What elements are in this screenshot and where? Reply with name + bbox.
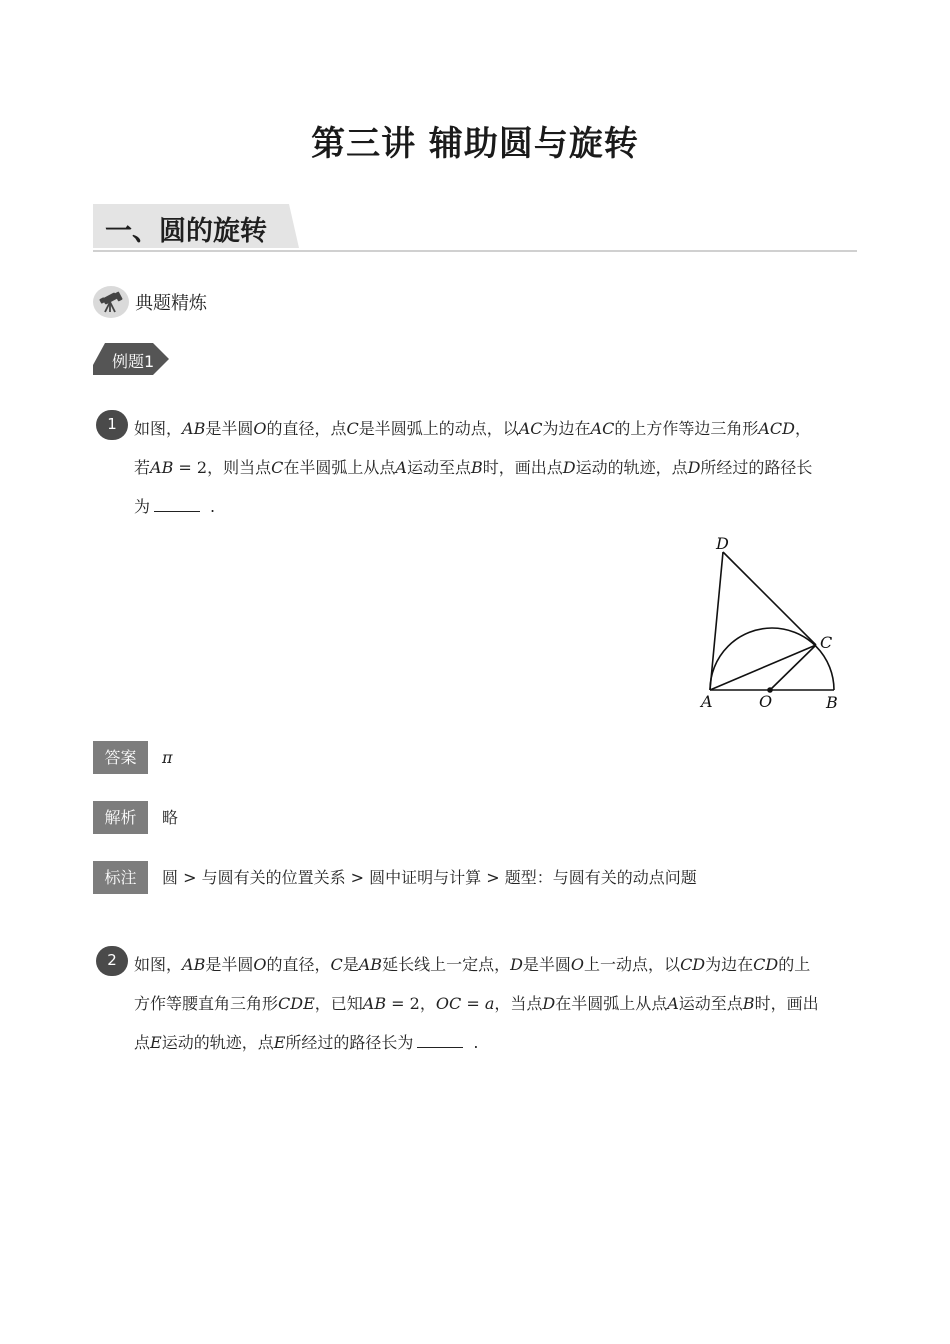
answer-blank — [417, 1033, 463, 1048]
question-number-badge: 2 — [96, 946, 128, 976]
example-tag-label: 例题1 — [112, 352, 155, 371]
analysis-label: 解析 — [93, 801, 148, 834]
semicircle-arc — [710, 628, 834, 690]
question-1-line-1: 如图，AB是半圆O的直径，点C是半圆弧上的动点，以AC为边在AC的上方作等边三角形ACD， — [134, 419, 812, 438]
answer-blank — [154, 497, 200, 512]
question-1-line-2: 若AB = 2，则当点C在半圆弧上从点A运动至点B时，画出点D运动的轨迹，点D所经过的路径长 — [134, 458, 813, 477]
label-C: C — [820, 633, 833, 652]
question-2-line-3: 点E运动的轨迹，点E所经过的路径长为 . — [134, 1033, 479, 1052]
label-A: A — [701, 692, 713, 711]
tag-value: 圆 > 与圆有关的位置关系 > 圆中证明与计算 > 题型：与圆有关的动点问题 — [162, 868, 697, 887]
example-tag — [93, 343, 169, 375]
question-number-badge: 1 — [96, 410, 128, 440]
analysis-value: 略 — [162, 808, 179, 827]
section-header — [93, 204, 857, 252]
label-D: D — [716, 534, 729, 553]
segment-AC — [710, 645, 816, 690]
question-2-line-1: 如图，AB是半圆O的直径，C是AB延长线上一定点，D是半圆O上一动点，以CD为边在CD的上 — [134, 955, 811, 974]
segment-AD — [710, 552, 723, 690]
question-1-text — [134, 409, 844, 526]
page-title: 第三讲 辅助圆与旋转 — [311, 124, 639, 164]
label-B: B — [826, 693, 838, 712]
tag-label: 标注 — [93, 861, 148, 894]
segment-OC — [770, 645, 816, 690]
answer-value: π — [162, 748, 173, 767]
section-heading: 一、圆的旋转 — [105, 216, 267, 247]
practice-label: 典题精炼 — [135, 293, 207, 314]
answer-label: 答案 — [93, 741, 148, 774]
question-2-line-2: 方作等腰直角三角形CDE，已知AB = 2，OC = a，当点D在半圆弧上从点A运动至点B时，画出 — [134, 994, 819, 1013]
question-1-line-3: 为 . — [134, 497, 216, 516]
practice-header — [93, 285, 207, 319]
segment-DC — [723, 552, 816, 645]
label-O: O — [759, 692, 773, 711]
telescope-icon — [93, 286, 129, 318]
semicircle-figure — [690, 530, 850, 715]
question-2-text — [134, 945, 844, 1062]
